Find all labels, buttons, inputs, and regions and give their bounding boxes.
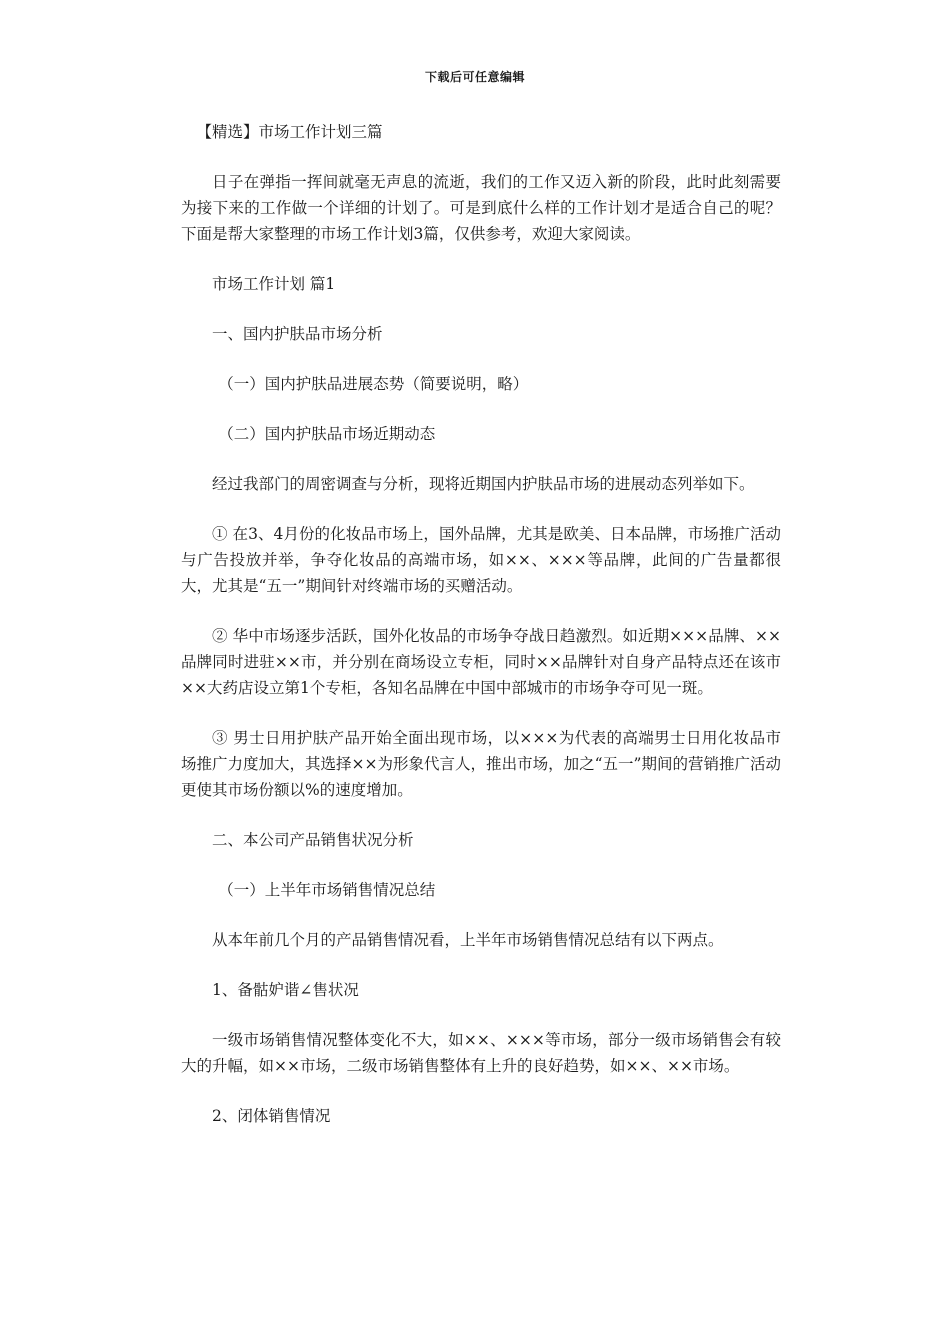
survey-paragraph: 经过我部门的周密调查与分析，现将近期国内护肤品市场的进展动态列举如下。 <box>212 475 755 493</box>
document-body <box>181 119 781 1153</box>
point-1-heading: 1、备骷妒谐∠售状况 <box>212 981 359 999</box>
document-title: 【精选】市场工作计划三篇 <box>196 123 383 141</box>
market-paragraph: 一级市场销售情况整体变化不大，如××、×××等市场，部分一级市场销售会有较大的升幅，如××市场，二级市场销售整体有上升的良好趋势，如××、××市场。 <box>181 1031 781 1075</box>
list-item-1: ① 在3、4月份的化妆品市场上，国外品牌，尤其是欧美、日本品牌，市场推广活动与广告投放并举，争夺化妆品的高端市场，如××、×××等品牌，此间的广告量都很大，尤其是“五一”期间针对终端市场的买赠活动。 <box>181 525 781 595</box>
section-title: 市场工作计划 篇1 <box>212 275 336 293</box>
subheading-recent-dynamics: （二）国内护肤品市场近期动态 <box>218 425 436 443</box>
header-note: 下载后可任意编辑 <box>424 70 525 84</box>
summary-paragraph: 从本年前几个月的产品销售情况看，上半年市场销售情况总结有以下两点。 <box>212 931 724 949</box>
list-item-3: ③ 男士日用护肤产品开始全面出现市场，以×××为代表的高端男士日用化妆品市场推广力度加大，其选择××为形象代言人，推出市场，加之“五一”期间的营销推广活动更使其市场份额以%的速度增加。 <box>181 729 781 799</box>
subheading-half-year-summary: （一）上半年市场销售情况总结 <box>218 881 436 899</box>
subheading-trend: （一）国内护肤品进展态势（简要说明，略） <box>218 375 529 393</box>
list-item-2: ② 华中市场逐步活跃，国外化妆品的市场争夺战日趋激烈。如近期×××品牌、××品牌同时进驻××市，并分别在商场设立专柜，同时××品牌针对自身产品特点还在该市××大药店设立第1个专柜，各知名品牌在中国中部城市的市场争夺可见一斑。 <box>181 627 781 697</box>
point-2-heading: 2、闭体销售情况 <box>212 1107 331 1125</box>
heading-sales-analysis: 二、本公司产品销售状况分析 <box>212 831 414 849</box>
heading-market-analysis: 一、国内护肤品市场分析 <box>212 325 383 343</box>
intro-paragraph: 日子在弹指一挥间就毫无声息的流逝，我们的工作又迈入新的阶段，此时此刻需要为接下来的工作做一个详细的计划了。可是到底什么样的工作计划才是适合自己的呢？下面是帮大家整理的市场工作计划3篇，仅供参考，欢迎大家阅读。 <box>181 173 781 243</box>
